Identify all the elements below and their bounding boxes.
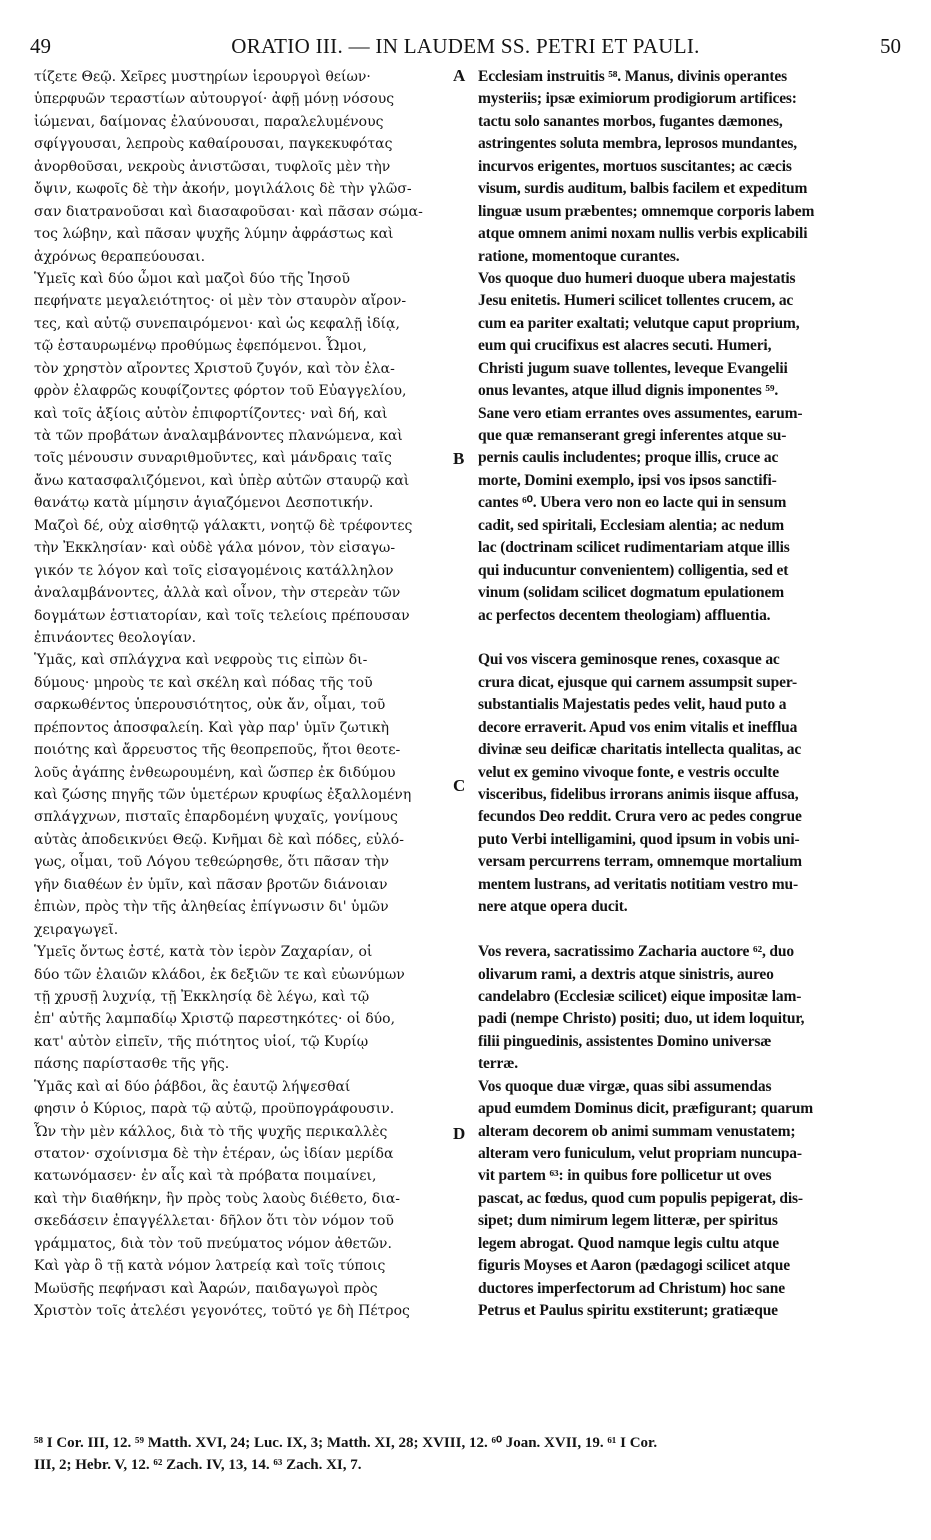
latin-line: versam percurrens terram, omnemque mortalium <box>478 853 802 871</box>
latin-line: crura dicat, ejusque qui carnem assumpsit super- <box>478 673 798 691</box>
latin-line: pascat, ac fœdus, quod cum populis pepigerat, dis- <box>478 1189 803 1207</box>
latin-line: Jesu enitetis. Humeri scilicet tollentes crucem, ac <box>478 292 794 310</box>
latin-line: velut ex gemino vivoque fonte, e vestris occulte <box>478 763 780 781</box>
latin-line: cantes ⁶⁰. Ubera vero non eo lacte qui in sensum <box>478 494 787 512</box>
greek-line: καὶ τὴν διαθήκην, ἣν πρὸς τοὺς λαοὺς διέθετο, δια- <box>34 1190 401 1207</box>
latin-line: visum, surdis auditum, balbis facilem et expeditum <box>478 180 808 198</box>
latin-line: lac (doctrinam scilicet rudimentariam atque illis <box>478 539 790 557</box>
greek-line: πρέποντος ἀποσφαλείη. Καὶ γὰρ παρ' ὑμῖν ζωτικὴ <box>34 719 390 736</box>
latin-line: sipet; dum nimirum legem litteræ, per spiritus <box>478 1212 778 1230</box>
greek-line: τος λώβην, καὶ πᾶσαν ψυχῆς λύμην ἀφράστως καὶ <box>34 226 394 243</box>
greek-line: καὶ ζώσης πηγῆς τῶν ὑμετέρων κρυφίως ἐξαλλομένη <box>34 787 412 803</box>
latin-line: mentem lustrans, ad veritatis notitiam vestro mu- <box>478 875 798 893</box>
latin-line: terræ. <box>478 1055 518 1073</box>
greek-line: ἰώμεναι, δαίμονας ἐλαύνουσαι, παραλελυμένους <box>34 113 384 130</box>
latin-line: cum ea pariter exaltati; velutque caput proprium, <box>478 314 800 332</box>
running-title: ORATIO III. — IN LAUDEM SS. PETRI ET PAULI. <box>231 34 700 58</box>
latin-line: puto Verbi intelligamini, quod ipsum in vobis uni- <box>478 830 800 848</box>
greek-line: πεφήνατε μεγαλειότητος· οἱ μὲν τὸν σταυρὸν αἴρον- <box>34 293 407 310</box>
greek-line: τὴν Ἐκκλησίαν· καὶ οὐδὲ γάλα μόνον, τὸν εἰσαγω- <box>34 540 396 557</box>
latin-line: ac perfectos decentem theologiam) affluentia. <box>478 606 771 624</box>
greek-line: ποιότης καὶ ἄρρευστος τῆς θεοπρεποῦς, ἤτοι θεοτε- <box>34 742 401 759</box>
greek-line: ἐπ' αὐτῆς λαμπαδίῳ Χριστῷ παρεστηκότες· οἱ δύο, <box>34 1011 396 1028</box>
latin-line: legem abrogat. Quod namque legis cultu atque <box>478 1234 779 1252</box>
latin-line: tactu solo sanantes morbos, fugantes dæmones, <box>478 112 783 130</box>
greek-line: σκεδάσειν ἐπαγγέλλεται· δῆλον ὅτι τὸν νόμον τοῦ <box>34 1213 394 1230</box>
latin-line: Ecclesiam instruitis ⁵⁸. Manus, divinis operantes <box>478 68 787 85</box>
latin-line: linguæ usum præbentes; omnemque corporis labem <box>478 202 815 220</box>
greek-line: φρὸν ἐλαφρῶς κουφίζοντες φόρτον τοῦ Εὐαγγελίου, <box>34 383 407 400</box>
latin-line: figuris Moyses et Aaron (pædagogi scilicet atque <box>478 1257 790 1275</box>
greek-line: Χριστὸν τοῖς ἀτελέσι γεγονότες, τοῦτό γε δὴ Πέτρος <box>34 1303 410 1320</box>
latin-line <box>478 919 898 941</box>
margin-letter-d: D <box>453 1124 466 1143</box>
greek-line: σφίγγουσαι, λεπροὺς καθαίρουσαι, παγκεκυφότας <box>34 136 393 153</box>
greek-column <box>34 66 464 1323</box>
latin-line: onus levantes, atque illud dignis imponentes ⁵⁹. <box>478 382 779 400</box>
greek-line: Ὑμεῖς ὄντως ἐστέ, κατὰ τὸν ἱερὸν Ζαχαρίαν, οἱ <box>34 944 373 961</box>
footnotes <box>34 1432 904 1476</box>
latin-line: Qui vos viscera geminosque renes, coxasque ac <box>478 651 780 669</box>
greek-line: φησιν ὁ Κύριος, παρὰ τῷ αὐτῷ, προϋπογράφουσιν. <box>34 1101 395 1118</box>
latin-line: apud eumdem Dominus dicit, præfigurant; quarum <box>478 1100 814 1118</box>
latin-line: Petrus et Paulus spiritu exstiterunt; gratiæque <box>478 1302 778 1320</box>
greek-line: δύο τῶν ἐλαιῶν κλάδοι, ἐκ δεξιῶν τε καὶ εὐωνύμων <box>34 966 405 983</box>
greek-line: ἐπινάοντες θεολογίαν. <box>34 629 197 646</box>
latin-line: padi (nempe Christo) positi; duo, ut idem loquitur, <box>478 1010 805 1028</box>
latin-line: Sane vero etiam errantes oves assumentes, earum- <box>478 404 803 422</box>
latin-line: vinum (solidam scilicet dogmatum epulationem <box>478 584 784 602</box>
greek-line: ἀνορθοῦσαι, νεκροὺς ἀνιστῶσαι, τυφλοῖς μὲν τὴν <box>34 158 391 175</box>
greek-line: Μωϋσῆς πεφήνασι καὶ Ἀαρών, παιδαγωγοὶ πρὸς <box>34 1280 378 1297</box>
greek-line: θανάτῳ κατὰ μίμησιν ἁγιαζόμενοι Δεσποτικήν. <box>34 495 374 512</box>
margin-letter-c: C <box>453 776 466 795</box>
page-number-right: 50 <box>880 34 901 58</box>
latin-line: divinæ seu deificæ charitatis intellecta qualitas, ac <box>478 741 802 759</box>
latin-line: alteram decorem ob animi summam venustatem; <box>478 1122 796 1140</box>
latin-line: nere atque opera ducit. <box>478 898 628 916</box>
greek-line: καὶ τοῖς ἀξίοις αὐτὸν ἐπιφορτίζοντες· ναὶ δή, καὶ <box>34 405 388 422</box>
greek-line: Καὶ γὰρ ὃ τῇ κατὰ νόμον λατρείᾳ καὶ τοῖς τύποις <box>34 1258 386 1275</box>
latin-line <box>478 627 898 649</box>
greek-line: λοῦς ἀγάπης ἐνθεωρουμένη, καὶ ὥσπερ ἐκ διδύμου <box>34 764 396 781</box>
greek-line: Μαζοὶ δέ, οὐχ αἰσθητῷ γάλακτι, νοητῷ δὲ τρέφοντες <box>34 517 413 534</box>
latin-line: Vos quoque duo humeri duoque ubera majestatis <box>478 269 796 287</box>
greek-line: γράμματος, διὰ τὸν τοῦ πνεύματος νόμον ἀθετῶν. <box>34 1235 392 1252</box>
greek-line: τίζετε Θεῷ. Χεῖρες μυστηρίων ἱερουργοὶ θείων· <box>34 69 371 85</box>
greek-line: Ὑμᾶς καὶ αἱ δύο ῥάβδοι, ἃς ἑαυτῷ λήψεσθαί <box>34 1078 351 1095</box>
latin-line: eum qui crucifixus est alacres secuti. Humeri, <box>478 337 772 355</box>
greek-line: τὸν χρηστὸν αἴροντες Χριστοῦ ζυγόν, καὶ τὸν ἐλα- <box>34 360 395 377</box>
latin-line: vit partem ⁶³: in quibus fore pollicetur ut oves <box>478 1167 772 1185</box>
latin-line: fecundos Deo reddit. Crura vero ac pedes congrue <box>478 808 802 826</box>
greek-line: Ὑμεῖς καὶ δύο ὦμοι καὶ μαζοὶ δύο τῆς Ἰησοῦ <box>34 270 350 287</box>
latin-line: Christi jugum suave tollentes, leveque Evangelii <box>478 359 788 377</box>
greek-line: τὰ τῶν προβάτων ἀναλαμβάνοντες πλανώμενα, καὶ <box>34 428 403 444</box>
latin-line: qui inducuntur convenientem) colligentia, sed et <box>478 561 789 579</box>
latin-line: Vos revera, sacratissimo Zacharia auctore ⁶², duo <box>478 943 794 961</box>
latin-column <box>478 66 898 1323</box>
page-header <box>0 30 931 64</box>
greek-line: ὄψιν, κωφοῖς δὲ τὴν ἀκοήν, μογιλάλοις δὲ τὴν γλῶσ- <box>34 181 412 198</box>
greek-line: ἐπιὼν, πρὸς τὴν τῆς ἀληθείας ἐπίγνωσιν δι' ὑμῶν <box>34 899 389 916</box>
greek-line: κατ' αὐτὸν εἰπεῖν, τῆς πιότητος υἱοί, τῷ Κυρίῳ <box>34 1033 369 1050</box>
greek-line: τῇ χρυσῇ λυχνίᾳ, τῇ Ἐκκλησίᾳ δὲ λέγω, καὶ τῷ <box>34 988 370 1005</box>
latin-line: incurvos erigentes, mortuos suscitantes; ac cæcis <box>478 157 792 175</box>
footnote: ⁵⁸ I Cor. III, 12. ⁵⁹ Matth. XVI, 24; Luc. IX, 3; Matth. XI, 28; XVIII, 12. ⁶⁰ Joan. XVII, 19. ⁶¹ I Cor. <box>34 1435 658 1451</box>
latin-line: substantialis Majestatis pedes velit, haud puto a <box>478 696 787 714</box>
greek-line: σαρκωθέντος ὑπερουσιότητος, οὐκ ἄν, οἶμαι, τοῦ <box>34 697 386 714</box>
latin-line: filii pinguedinis, assistentes Domino universæ <box>478 1032 772 1050</box>
latin-line: alteram vero funiculum, velut propriam nuncupa- <box>478 1145 802 1162</box>
greek-line: Ὧν τὴν μὲν κάλλος, διὰ τὸ τῆς ψυχῆς περικαλλὲς <box>34 1123 388 1140</box>
latin-line: pernis caulis includentes; proque illis, cruce ac <box>478 449 779 467</box>
greek-line: αὐτὰς ἀποδεικνύει Θεῷ. Κνῆμαι δὲ καὶ πόδες, εὐλό- <box>34 831 404 848</box>
greek-line: τῷ ἐσταυρωμένῳ προθύμως ἐφεπόμενοι. Ὦμοι, <box>34 338 367 355</box>
latin-line: olivarum rami, a dextris atque sinistris, aureo <box>478 965 774 983</box>
latin-line: candelabro (Ecclesiæ scilicet) eique impositæ lam- <box>478 987 802 1005</box>
page-number-left: 49 <box>30 34 51 58</box>
latin-line: visceribus, fidelibus irrorans animis iisque affusa, <box>478 786 799 803</box>
margin-letter-a: A <box>453 66 466 85</box>
latin-line: decore erraverit. Apud vos enim vitalis et inefflua <box>478 718 798 736</box>
latin-line: que quæ remanserant gregi inferentes atque su- <box>478 427 787 444</box>
greek-line: ὑπερφυῶν τεραστίων αὐτουργοί· ἀφῇ μόνῃ νόσους <box>34 91 395 108</box>
greek-line: πάσης παρίστασθε τῆς γῆς. <box>34 1056 230 1073</box>
margin-letter-b: B <box>453 449 465 468</box>
greek-line: ἀχρόνως θεραπεύουσαι. <box>34 248 206 265</box>
footnote: III, 2; Hebr. V, 12. ⁶² Zach. IV, 13, 14. ⁶³ Zach. XI, 7. <box>34 1457 362 1473</box>
latin-line: ratione, momentoque curantes. <box>478 247 680 265</box>
greek-line: στατον· σχοίνισμα δὲ τὴν ἑτέραν, ὡς ἰδίαν μερίδα <box>34 1146 394 1162</box>
greek-line: τοῖς μένουσιν συναριθμοῦντες, καὶ μάνδραις ταῖς <box>34 450 392 467</box>
latin-line: astringentes soluta membra, leprosos mundantes, <box>478 135 798 153</box>
greek-line: γῆν διαθέων ἐν ὑμῖν, καὶ πᾶσαν βροτῶν διάνοιαν <box>34 876 388 893</box>
greek-line: σαν διατρανοῦσαι καὶ διασαφοῦσαι· καὶ πᾶσαν σώμα- <box>34 203 423 220</box>
greek-line: σπλάγχνων, πισταῖς ἐπαρδομένη ψυχαῖς, γονίμους <box>34 809 398 826</box>
latin-line: Vos quoque duæ virgæ, quas sibi assumendas <box>478 1077 772 1095</box>
greek-line: τες, καὶ αὐτῷ συνεπαιρόμενοι· καὶ ὡς κεφαλῇ ἰδίᾳ, <box>34 315 400 332</box>
latin-line: morte, Domini exemplo, ipsi vos ipsos sanctifi- <box>478 471 777 489</box>
greek-line: γως, οἶμαι, τοῦ Λόγου τεθεώρησθε, ὅτι πᾶσαν τὴν <box>34 854 390 871</box>
greek-line: χειραγωγεῖ. <box>34 921 119 938</box>
greek-line: ἄνω κατασφαλιζόμενοι, καὶ ὑπὲρ αὐτῶν σταυρῷ καὶ <box>34 472 410 489</box>
greek-line: γικόν τε λόγον καὶ τοῖς εἰσαγομένοις κατάλληλον <box>34 562 394 579</box>
latin-line: ductores imperfectorum ad Christum) hoc sane <box>478 1279 785 1297</box>
latin-line: cadit, sed spiritali, Ecclesiam alentia; ac nedum <box>478 516 785 534</box>
latin-line: atque omnem animi noxam nullis verbis explicabili <box>478 225 808 243</box>
latin-line: mysteriis; ipsæ eximiorum prodigiorum artifices: <box>478 90 797 108</box>
greek-line: δογμάτων ἑστιατορίαν, καὶ τοῖς τελείοις πρέπουσαν <box>34 607 410 624</box>
greek-line: κατωνόμασεν· ἐν αἷς καὶ τὰ πρόβατα ποιμαίνει, <box>34 1168 377 1185</box>
greek-line: ἀναλαμβάνοντες, ἀλλὰ καὶ οἶνον, τὴν στερεὰν τῶν <box>34 585 401 602</box>
greek-line: δύμους· μηροὺς τε καὶ σκέλη καὶ πόδας τῆς τοῦ <box>34 674 373 691</box>
greek-line: Ὑμᾶς, καὶ σπλάγχνα καὶ νεφροὺς τις εἰπὼν δι- <box>34 652 368 669</box>
